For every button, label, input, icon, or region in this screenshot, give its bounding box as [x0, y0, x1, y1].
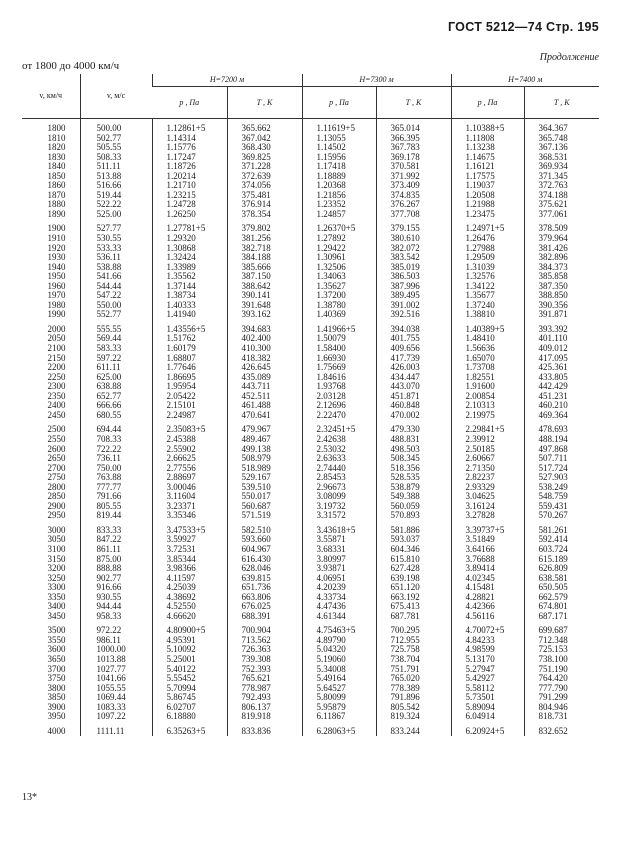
table-row-group: [22, 420, 599, 520]
pressure-cell: 1.43556+5 1.51762 1.60179 1.68807 1.77646 1.86695 1.95954 2.05422 2.15101 2.24987: [152, 320, 227, 420]
temperature-cell: 581.261 592.414 603.724 615.189 626.809 638.581 650.505 662.579 674.801 687.171: [524, 521, 599, 621]
pressure-cell: 1.12861+5 1.14314 1.15776 1.17247 1.18726 1.20214 1.21710 1.23215 1.24728 1.26250: [152, 119, 227, 220]
table-row-group: [22, 722, 599, 737]
aero-table: [22, 74, 599, 736]
speed-kmh-cell: 1900 1910 1920 1930 1940 1950 1960 1970 1980 1990: [47, 223, 66, 320]
pressure-cell: 4.80900+5 4.95391 5.10092 5.25001 5.40122 5.55452 5.70994 5.86745 6.02707 6.18880: [152, 621, 227, 721]
pressure-cell: 3.43618+5 3.55871 3.68331 3.80997 3.93871 4.06951 4.20239 4.33734 4.47436 4.61344: [302, 521, 376, 621]
col-header-pressure: p , Па: [179, 97, 200, 107]
speed-kmh-cell: 2500 2550 2600 2650 2700 2750 2800 2850 2900 2950: [47, 424, 66, 521]
altitude-header-1: H=7200 м: [152, 74, 302, 87]
pressure-cell: 2.35083+5 2.45388 2.55902 2.66625 2.77556 2.88697 3.00046 3.11604 3.23371 3.35346: [152, 420, 227, 520]
footer-mark: 13*: [22, 792, 37, 803]
speed-ms-cell: 833.33 847.22 861.11 875.00 888.88 902.77 916.66 930.55 944.44 958.33: [80, 521, 152, 621]
temperature-cell: 700.295 712.955 725.758 738.704 751.791 765.020 778.389 791.896 805.542 819.324: [376, 621, 451, 721]
pressure-cell: 1.24971+5 1.26476 1.27988 1.29509 1.31039 1.32576 1.34122 1.35677 1.37240 1.38810: [451, 219, 524, 319]
table-row-group: [22, 320, 599, 420]
pressure-cell: 1.10388+5 1.11808 1.13238 1.14675 1.16121 1.17575 1.19037 1.20508 1.21988 1.23475: [451, 119, 524, 220]
temperature-cell: 364.367 365.748 367.136 368.531 369.934 371.345 372.763 374.188 375.621 377.061: [524, 119, 599, 220]
col-header-pressure: p , Па: [302, 87, 376, 119]
col-header-temperature: T , K: [524, 87, 599, 119]
page-header: ГОСТ 5212—74 Стр. 195: [447, 20, 599, 34]
speed-ms-cell: 555.55 569.44 583.33 597.22 611.11 625.00 638.88 652.77 666.66 680.55: [80, 320, 152, 420]
speed-ms-cell: 500.00 502.77 505.55 508.33 511.11 513.88 516.66 519.44 522.22 525.00: [80, 119, 152, 220]
pressure-cell: 6.28063+5: [302, 722, 376, 737]
speed-ms-cell: 694.44 708.33 722.22 736.11 750.00 763.88 777.77 791.66 805.55 819.44: [80, 420, 152, 520]
temperature-cell: 379.155 380.610 382.072 383.542 385.019 386.503 387.996 389.495 391.002 392.516: [376, 219, 451, 319]
speed-ms-cell: 1111.11: [80, 722, 152, 737]
speed-kmh-cell: 3000 3050 3100 3150 3200 3250 3300 3350 3400 3450: [47, 524, 66, 621]
temperature-cell: 833.836: [227, 722, 302, 737]
temperature-cell: 378.509 379.964 381.426 382.896 384.373 385.858 387.350 388.850 390.356 391.871: [524, 219, 599, 319]
temperature-cell: 479.330 488.831 498.503 508.345 518.356 528.535 538.879 549.388 560.059 570.893: [376, 420, 451, 520]
table-row-group: [22, 621, 599, 721]
temperature-cell: 365.014 366.395 367.783 369.178 370.581 371.992 373.409 374.835 376.267 377.708: [376, 119, 451, 220]
temperature-cell: 700.904 713.562 726.363 739.308 752.393 765.621 778.987 792.493 806.137 819.918: [227, 621, 302, 721]
speed-kmh-cell: 2000 2050 2100 2150 2200 2250 2300 2350 2400 2450: [47, 323, 66, 420]
speed-ms-cell: 972.22 986.11 1000.00 1013.88 1027.77 1041.66 1055.55 1069.44 1083.33 1097.22: [80, 621, 152, 721]
speed-kmh-cell: 1800 1810 1820 1830 1840 1850 1860 1870 1880 1890: [22, 119, 80, 220]
pressure-cell: 1.26370+5 1.27892 1.29422 1.30961 1.32506 1.34063 1.35627 1.37200 1.38780 1.40369: [302, 219, 376, 319]
speed-kmh-cell: 4000: [47, 725, 66, 736]
table-row-group: [22, 119, 599, 220]
temperature-cell: 582.510 593.660 604.967 616.430 628.046 639.815 651.736 663.806 676.025 688.391: [227, 521, 302, 621]
temperature-cell: 365.662 367.042 368.430 369.825 371.228 372.639 374.056 375.481 376.914 378.354: [227, 119, 302, 220]
pressure-cell: 3.47533+5 3.59927 3.72531 3.85344 3.98366 4.11597 4.25039 4.38692 4.52550 4.66620: [152, 521, 227, 621]
altitude-header-3: H=7400 м: [451, 74, 599, 87]
temperature-cell: 394.683 402.400 410.300 418.382 426.645 435.089 443.711 452.511 461.488 470.641: [227, 320, 302, 420]
temperature-cell: 393.392 401.110 409.012 417.095 425.361 433.805 442.429 451.231 460.210 469.364: [524, 320, 599, 420]
temperature-cell: 699.687 712.348 725.153 738.100 751.190 764.420 777.790 791.299 804.946 818.731: [524, 621, 599, 721]
temperature-cell: 394.038 401.755 409.656 417.739 426.003 434.447 443.070 451.871 460.848 470.002: [376, 320, 451, 420]
col-header-temperature: T , K: [376, 87, 451, 119]
pressure-cell: 4.70072+5 4.84233 4.98599 5.13170 5.27947 5.42927 5.58112 5.73501 5.89094 6.04914: [451, 621, 524, 721]
table-row-group: [22, 521, 599, 621]
range-caption: от 1800 до 4000 км/ч: [22, 60, 120, 72]
speed-ms-cell: 527.77 530.55 533.33 536.11 538.88 541.66 544.44 547.22 550.00 552.77: [80, 219, 152, 319]
col-header-v-kmh: v, км/ч: [39, 91, 63, 101]
pressure-cell: 1.27781+5 1.29320 1.30868 1.32424 1.33989 1.35562 1.37144 1.38734 1.40333 1.41940: [152, 219, 227, 319]
pressure-cell: 2.32451+5 2.42638 2.53032 2.63633 2.74440 2.85453 2.96673 3.08099 3.19732 3.31572: [302, 420, 376, 520]
pressure-cell: 4.75463+5 4.89790 5.04320 5.19060 5.34008 5.49164 5.64527 5.80099 5.95879 6.11867: [302, 621, 376, 721]
continuation-label: Продолжение: [539, 52, 599, 63]
pressure-cell: 1.41966+5 1.50079 1.58400 1.66930 1.75669 1.84616 1.93768 2.03128 2.12696 2.22470: [302, 320, 376, 420]
table-row-group: [22, 219, 599, 319]
pressure-cell: 6.35263+5: [152, 722, 227, 737]
col-header-v-ms: v, м/с: [80, 74, 152, 119]
pressure-cell: 1.40389+5 1.48410 1.56636 1.65070 1.73708 1.82551 1.91600 2.00854 2.10313 2.19975: [451, 320, 524, 420]
temperature-cell: 379.802 381.256 382.718 384.188 385.666 387.150 388.642 390.141 391.648 393.162: [227, 219, 302, 319]
pressure-cell: 3.39737+5 3.51849 3.64166 3.76688 3.89414 4.02345 4.15481 4.28821 4.42366 4.56116: [451, 521, 524, 621]
pressure-cell: 6.20924+5: [451, 722, 524, 737]
altitude-header-2: H=7300 м: [302, 74, 451, 87]
temperature-cell: 581.886 593.037 604.346 615.810 627.428 639.198 651.120 663.192 675.413 687.781: [376, 521, 451, 621]
pressure-cell: 2.29841+5 2.39912 2.50185 2.60667 2.71350 2.82237 2.93329 3.04625 3.16124 3.27828: [451, 420, 524, 520]
temperature-cell: 478.693 488.194 497.868 507.711 517.724 527.903 538.249 548.759 559.431 570.267: [524, 420, 599, 520]
temperature-cell: 833.244: [376, 722, 451, 737]
temperature-cell: 479.967 489.467 499.138 508.979 518.989 529.167 539.510 550.017 560.687 571.519: [227, 420, 302, 520]
col-header-pressure: p , Па: [451, 87, 524, 119]
col-header-temperature: T , K: [227, 87, 302, 119]
pressure-cell: 1.11619+5 1.13055 1.14502 1.15956 1.17418 1.18889 1.20368 1.21856 1.23352 1.24857: [302, 119, 376, 220]
temperature-cell: 832.652: [524, 722, 599, 737]
speed-kmh-cell: 3500 3550 3600 3650 3700 3750 3800 3850 3900 3950: [47, 625, 66, 722]
